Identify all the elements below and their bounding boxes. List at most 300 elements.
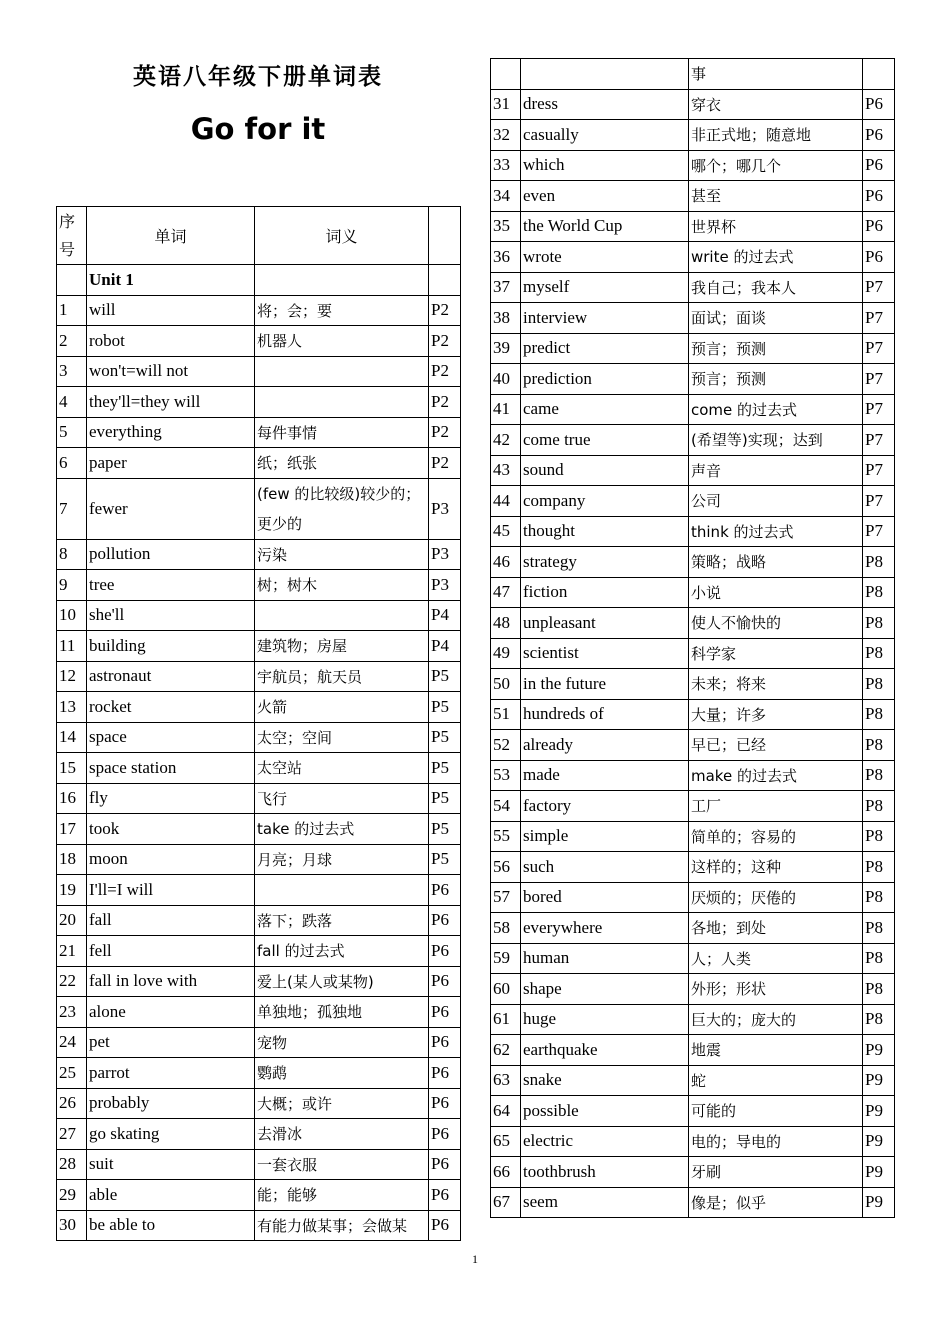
word-meaning: 未来；将来 xyxy=(689,669,863,700)
word-text: rocket xyxy=(87,692,255,723)
continuation-num-cell xyxy=(491,59,521,90)
table-row xyxy=(491,547,895,578)
word-number: 29 xyxy=(57,1180,87,1211)
word-page: P6 xyxy=(429,1058,461,1089)
table-row xyxy=(491,699,895,730)
word-text: fell xyxy=(87,936,255,967)
table-row xyxy=(57,417,461,448)
word-meaning: 可能的 xyxy=(689,1096,863,1127)
word-meaning: 人；人类 xyxy=(689,943,863,974)
table-row xyxy=(491,1187,895,1218)
word-number: 26 xyxy=(57,1088,87,1119)
word-meaning: think 的过去式 xyxy=(689,516,863,547)
word-number: 14 xyxy=(57,722,87,753)
word-number: 10 xyxy=(57,600,87,631)
word-text: moon xyxy=(87,844,255,875)
table-row xyxy=(491,89,895,120)
table-row xyxy=(57,356,461,387)
word-meaning: 宠物 xyxy=(255,1027,429,1058)
word-page: P7 xyxy=(863,364,895,395)
word-text: myself xyxy=(521,272,689,303)
word-text: pet xyxy=(87,1027,255,1058)
word-page: P4 xyxy=(429,600,461,631)
word-text: human xyxy=(521,943,689,974)
word-page: P5 xyxy=(429,692,461,723)
word-page: P8 xyxy=(863,608,895,639)
word-meaning: 飞行 xyxy=(255,783,429,814)
table-row xyxy=(57,387,461,418)
header-num: 序号 xyxy=(57,207,87,265)
word-meaning: 哪个；哪几个 xyxy=(689,150,863,181)
word-page: P6 xyxy=(863,181,895,212)
word-number: 37 xyxy=(491,272,521,303)
word-number: 53 xyxy=(491,760,521,791)
word-meaning: 像是；似乎 xyxy=(689,1187,863,1218)
table-row xyxy=(57,570,461,601)
word-number: 60 xyxy=(491,974,521,1005)
word-meaning: (few 的比较级)较少的；更少的 xyxy=(255,478,429,539)
word-meaning: 每件事情 xyxy=(255,417,429,448)
word-page: P8 xyxy=(863,791,895,822)
table-row xyxy=(491,913,895,944)
word-text: she'll xyxy=(87,600,255,631)
word-meaning: 各地；到处 xyxy=(689,913,863,944)
word-text: paper xyxy=(87,448,255,479)
table-row xyxy=(491,974,895,1005)
word-meaning: 树；树木 xyxy=(255,570,429,601)
word-page: P6 xyxy=(429,1027,461,1058)
word-number: 52 xyxy=(491,730,521,761)
word-number: 7 xyxy=(57,478,87,539)
word-number: 31 xyxy=(491,89,521,120)
word-meaning: take 的过去式 xyxy=(255,814,429,845)
word-number: 1 xyxy=(57,295,87,326)
table-row xyxy=(491,1065,895,1096)
word-page: P6 xyxy=(429,1119,461,1150)
word-page: P7 xyxy=(863,455,895,486)
table-row xyxy=(491,1096,895,1127)
table-row xyxy=(57,1119,461,1150)
word-meaning: 大量；许多 xyxy=(689,699,863,730)
word-text: space xyxy=(87,722,255,753)
word-meaning: 公司 xyxy=(689,486,863,517)
word-text: prediction xyxy=(521,364,689,395)
word-text: earthquake xyxy=(521,1035,689,1066)
word-text: toothbrush xyxy=(521,1157,689,1188)
table-row xyxy=(57,1027,461,1058)
word-page: P6 xyxy=(429,997,461,1028)
word-page: P9 xyxy=(863,1187,895,1218)
word-text: fly xyxy=(87,783,255,814)
table-row xyxy=(491,943,895,974)
word-number: 64 xyxy=(491,1096,521,1127)
word-meaning: 单独地；孤独地 xyxy=(255,997,429,1028)
header-page xyxy=(429,207,461,265)
word-page: P8 xyxy=(863,730,895,761)
word-text: suit xyxy=(87,1149,255,1180)
word-page: P6 xyxy=(863,211,895,242)
table-row xyxy=(491,608,895,639)
word-page: P8 xyxy=(863,821,895,852)
word-meaning xyxy=(255,356,429,387)
word-text: factory xyxy=(521,791,689,822)
word-number: 23 xyxy=(57,997,87,1028)
word-meaning: 月亮；月球 xyxy=(255,844,429,875)
word-page: P9 xyxy=(863,1157,895,1188)
word-number: 39 xyxy=(491,333,521,364)
word-text: interview xyxy=(521,303,689,334)
word-page: P6 xyxy=(429,936,461,967)
word-page: P2 xyxy=(429,448,461,479)
word-number: 30 xyxy=(57,1210,87,1241)
word-page: P7 xyxy=(863,394,895,425)
word-page: P5 xyxy=(429,783,461,814)
table-row xyxy=(57,448,461,479)
word-text: I'll=I will xyxy=(87,875,255,906)
word-number: 17 xyxy=(57,814,87,845)
table-row xyxy=(57,1210,461,1241)
word-number: 46 xyxy=(491,547,521,578)
word-number: 56 xyxy=(491,852,521,883)
word-meaning: 小说 xyxy=(689,577,863,608)
word-meaning: 非正式地；随意地 xyxy=(689,120,863,151)
word-meaning: 外形；形状 xyxy=(689,974,863,1005)
word-meaning: 早已；已经 xyxy=(689,730,863,761)
word-page: P8 xyxy=(863,669,895,700)
word-number: 16 xyxy=(57,783,87,814)
table-row xyxy=(491,272,895,303)
word-meaning: 落下；跌落 xyxy=(255,905,429,936)
continuation-row xyxy=(491,59,895,90)
word-page: P8 xyxy=(863,882,895,913)
word-text: the World Cup xyxy=(521,211,689,242)
table-row xyxy=(57,1058,461,1089)
word-number: 38 xyxy=(491,303,521,334)
word-meaning: come 的过去式 xyxy=(689,394,863,425)
word-meaning: 世界杯 xyxy=(689,211,863,242)
unit-row xyxy=(57,265,461,296)
word-number: 58 xyxy=(491,913,521,944)
document-subtitle: Go for it xyxy=(190,112,326,146)
word-meaning: 电的；导电的 xyxy=(689,1126,863,1157)
word-text: snake xyxy=(521,1065,689,1096)
word-meaning: 预言；预测 xyxy=(689,333,863,364)
word-number: 3 xyxy=(57,356,87,387)
table-row xyxy=(57,661,461,692)
table-row xyxy=(57,295,461,326)
word-meaning: 厌烦的；厌倦的 xyxy=(689,882,863,913)
word-meaning: 太空；空间 xyxy=(255,722,429,753)
word-meaning: 地震 xyxy=(689,1035,863,1066)
word-meaning: 污染 xyxy=(255,539,429,570)
vocab-table-left xyxy=(56,206,461,1241)
table-row xyxy=(491,1004,895,1035)
word-page: P6 xyxy=(429,1088,461,1119)
word-number: 33 xyxy=(491,150,521,181)
word-number: 9 xyxy=(57,570,87,601)
table-row xyxy=(57,783,461,814)
word-text: fewer xyxy=(87,478,255,539)
word-text: able xyxy=(87,1180,255,1211)
word-number: 48 xyxy=(491,608,521,639)
word-page: P8 xyxy=(863,974,895,1005)
word-text: fall xyxy=(87,905,255,936)
word-number: 59 xyxy=(491,943,521,974)
word-page: P2 xyxy=(429,295,461,326)
word-text: go skating xyxy=(87,1119,255,1150)
table-row xyxy=(57,326,461,357)
word-meaning: 纸；纸张 xyxy=(255,448,429,479)
table-row xyxy=(491,638,895,669)
word-text: which xyxy=(521,150,689,181)
table-row xyxy=(491,1035,895,1066)
page-number: 1 xyxy=(472,1252,478,1266)
word-number: 28 xyxy=(57,1149,87,1180)
word-meaning: 科学家 xyxy=(689,638,863,669)
table-row xyxy=(491,425,895,456)
word-text: bored xyxy=(521,882,689,913)
word-text: came xyxy=(521,394,689,425)
word-number: 5 xyxy=(57,417,87,448)
word-text: fall in love with xyxy=(87,966,255,997)
word-number: 57 xyxy=(491,882,521,913)
word-text: pollution xyxy=(87,539,255,570)
table-row xyxy=(57,905,461,936)
word-meaning: 去滑冰 xyxy=(255,1119,429,1150)
word-page: P5 xyxy=(429,722,461,753)
word-text: wrote xyxy=(521,242,689,273)
word-number: 32 xyxy=(491,120,521,151)
word-page: P5 xyxy=(429,661,461,692)
word-number: 18 xyxy=(57,844,87,875)
word-meaning: 鹦鹉 xyxy=(255,1058,429,1089)
word-number: 20 xyxy=(57,905,87,936)
unit-num-cell xyxy=(57,265,87,296)
table-row xyxy=(57,1088,461,1119)
word-text: in the future xyxy=(521,669,689,700)
word-number: 25 xyxy=(57,1058,87,1089)
word-page: P9 xyxy=(863,1096,895,1127)
table-row xyxy=(491,303,895,334)
continuation-word-cell xyxy=(521,59,689,90)
word-text: come true xyxy=(521,425,689,456)
word-text: made xyxy=(521,760,689,791)
word-text: seem xyxy=(521,1187,689,1218)
table-row xyxy=(491,181,895,212)
table-row xyxy=(57,478,461,539)
word-page: P6 xyxy=(429,1210,461,1241)
document-title: 英语八年级下册单词表 xyxy=(133,64,383,90)
table-row xyxy=(57,966,461,997)
word-number: 13 xyxy=(57,692,87,723)
word-page: P3 xyxy=(429,478,461,539)
word-meaning: 牙刷 xyxy=(689,1157,863,1188)
table-row xyxy=(491,150,895,181)
word-text: company xyxy=(521,486,689,517)
table-row xyxy=(57,539,461,570)
word-page: P7 xyxy=(863,425,895,456)
word-text: took xyxy=(87,814,255,845)
word-number: 55 xyxy=(491,821,521,852)
table-header-row xyxy=(57,207,461,265)
table-row xyxy=(491,394,895,425)
word-text: space station xyxy=(87,753,255,784)
table-row xyxy=(57,631,461,662)
word-text: will xyxy=(87,295,255,326)
table-row xyxy=(57,844,461,875)
word-text: shape xyxy=(521,974,689,1005)
word-meaning: 一套衣服 xyxy=(255,1149,429,1180)
word-meaning: 使人不愉快的 xyxy=(689,608,863,639)
word-meaning: 太空站 xyxy=(255,753,429,784)
word-number: 11 xyxy=(57,631,87,662)
word-meaning: write 的过去式 xyxy=(689,242,863,273)
word-text: strategy xyxy=(521,547,689,578)
word-text: dress xyxy=(521,89,689,120)
word-page: P8 xyxy=(863,1004,895,1035)
word-text: they'll=they will xyxy=(87,387,255,418)
word-meaning: 机器人 xyxy=(255,326,429,357)
word-meaning: 简单的；容易的 xyxy=(689,821,863,852)
table-row xyxy=(57,600,461,631)
table-row xyxy=(491,852,895,883)
word-text: probably xyxy=(87,1088,255,1119)
word-number: 27 xyxy=(57,1119,87,1150)
word-page: P4 xyxy=(429,631,461,662)
unit-page-cell xyxy=(429,265,461,296)
table-row xyxy=(491,120,895,151)
table-row xyxy=(57,692,461,723)
word-text: be able to xyxy=(87,1210,255,1241)
word-number: 42 xyxy=(491,425,521,456)
word-number: 12 xyxy=(57,661,87,692)
table-row xyxy=(57,753,461,784)
table-row xyxy=(491,333,895,364)
word-text: huge xyxy=(521,1004,689,1035)
word-number: 22 xyxy=(57,966,87,997)
word-text: thought xyxy=(521,516,689,547)
word-text: possible xyxy=(521,1096,689,1127)
word-number: 66 xyxy=(491,1157,521,1188)
word-text: predict xyxy=(521,333,689,364)
table-row xyxy=(491,455,895,486)
word-number: 24 xyxy=(57,1027,87,1058)
word-page: P9 xyxy=(863,1126,895,1157)
word-meaning: 宇航员；航天员 xyxy=(255,661,429,692)
word-meaning: 巨大的；庞大的 xyxy=(689,1004,863,1035)
word-number: 50 xyxy=(491,669,521,700)
word-text: simple xyxy=(521,821,689,852)
table-row xyxy=(57,722,461,753)
word-number: 54 xyxy=(491,791,521,822)
word-page: P8 xyxy=(863,547,895,578)
word-page: P6 xyxy=(429,1149,461,1180)
word-page: P5 xyxy=(429,753,461,784)
table-row xyxy=(491,791,895,822)
word-meaning xyxy=(255,600,429,631)
word-number: 51 xyxy=(491,699,521,730)
word-number: 41 xyxy=(491,394,521,425)
table-row xyxy=(491,882,895,913)
word-page: P6 xyxy=(429,875,461,906)
continuation-meaning: 事 xyxy=(689,59,863,90)
table-row xyxy=(57,936,461,967)
word-text: casually xyxy=(521,120,689,151)
word-page: P8 xyxy=(863,699,895,730)
word-page: P8 xyxy=(863,638,895,669)
word-meaning: 建筑物；房屋 xyxy=(255,631,429,662)
word-number: 65 xyxy=(491,1126,521,1157)
word-page: P6 xyxy=(429,966,461,997)
word-meaning: 我自己；我本人 xyxy=(689,272,863,303)
word-number: 47 xyxy=(491,577,521,608)
word-number: 8 xyxy=(57,539,87,570)
word-text: everywhere xyxy=(521,913,689,944)
word-page: P6 xyxy=(863,150,895,181)
word-number: 63 xyxy=(491,1065,521,1096)
word-page: P7 xyxy=(863,272,895,303)
word-page: P5 xyxy=(429,844,461,875)
word-meaning: make 的过去式 xyxy=(689,760,863,791)
word-page: P6 xyxy=(863,89,895,120)
word-page: P9 xyxy=(863,1065,895,1096)
word-meaning: 有能力做某事；会做某 xyxy=(255,1210,429,1241)
word-page: P7 xyxy=(863,333,895,364)
word-text: robot xyxy=(87,326,255,357)
table-row xyxy=(57,1180,461,1211)
word-meaning: 策略；战略 xyxy=(689,547,863,578)
word-page: P3 xyxy=(429,570,461,601)
table-row xyxy=(491,486,895,517)
header-meaning: 词义 xyxy=(255,207,429,265)
word-text: electric xyxy=(521,1126,689,1157)
word-meaning: 这样的；这种 xyxy=(689,852,863,883)
word-meaning: fall 的过去式 xyxy=(255,936,429,967)
word-meaning: 将；会；要 xyxy=(255,295,429,326)
word-page: P2 xyxy=(429,326,461,357)
word-number: 35 xyxy=(491,211,521,242)
table-row xyxy=(57,814,461,845)
table-row xyxy=(57,997,461,1028)
word-page: P7 xyxy=(863,486,895,517)
word-page: P2 xyxy=(429,356,461,387)
word-meaning: 蛇 xyxy=(689,1065,863,1096)
word-text: scientist xyxy=(521,638,689,669)
word-number: 62 xyxy=(491,1035,521,1066)
word-meaning: 预言；预测 xyxy=(689,364,863,395)
header-word: 单词 xyxy=(87,207,255,265)
table-row xyxy=(491,516,895,547)
word-text: hundreds of xyxy=(521,699,689,730)
table-row xyxy=(491,669,895,700)
word-text: won't=will not xyxy=(87,356,255,387)
word-text: parrot xyxy=(87,1058,255,1089)
word-meaning: 火箭 xyxy=(255,692,429,723)
word-page: P8 xyxy=(863,577,895,608)
word-text: sound xyxy=(521,455,689,486)
table-row xyxy=(491,760,895,791)
word-page: P2 xyxy=(429,417,461,448)
word-page: P9 xyxy=(863,1035,895,1066)
word-meaning xyxy=(255,387,429,418)
word-page: P7 xyxy=(863,303,895,334)
word-number: 61 xyxy=(491,1004,521,1035)
vocab-table-right xyxy=(490,58,895,1218)
continuation-page-cell xyxy=(863,59,895,90)
word-meaning xyxy=(255,875,429,906)
word-text: unpleasant xyxy=(521,608,689,639)
word-page: P6 xyxy=(863,242,895,273)
